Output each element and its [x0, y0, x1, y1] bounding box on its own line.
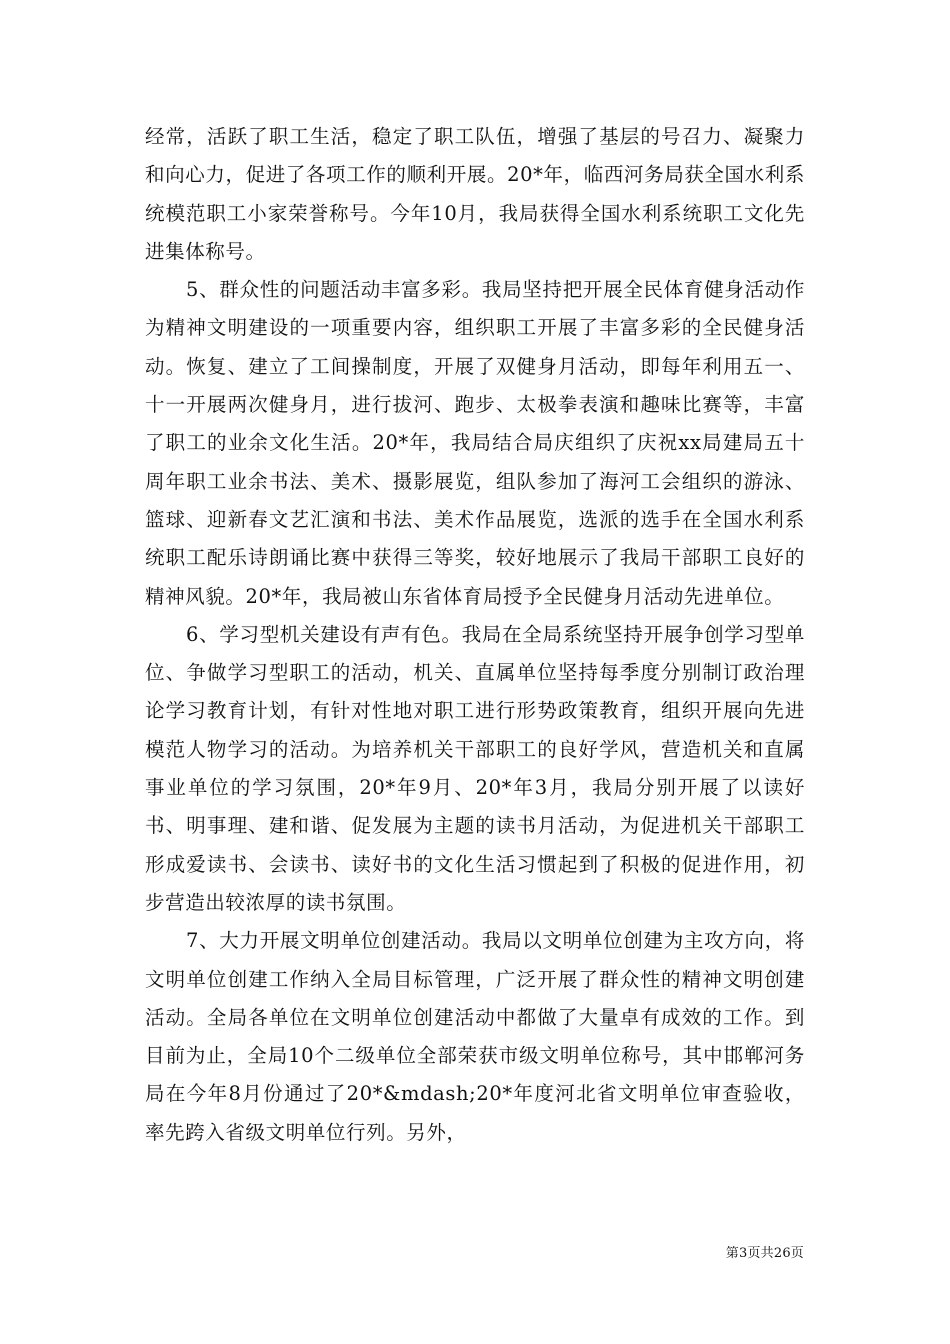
page-number-footer: 第3页共26页 — [725, 1246, 804, 1261]
paragraph-item-5: 5、群众性的问题活动丰富多彩。我局坚持把开展全民体育健身活动作为精神文明建设的一项重要内容，组织职工开展了丰富多彩的全民健身活动。恢复、建立了工间操制度，开展了双健身月活动，即每年利用五一、十一开展两次健身月，进行拔河、跑步、太极拳表演和趣味比赛等，丰富了职工的业余文化生活。20*年，我局结合局庆组织了庆祝xx局建局五十周年职工业余书法、美术、摄影展览，组队参加了海河工会组织的游泳、篮球、迎新春文艺汇演和书法、美术作品展览，选派的选手在全国水利系统职工配乐诗朗诵比赛中获得三等奖，较好地展示了我局干部职工良好的精神风貌。20*年，我局被山东省体育局授予全民健身月活动先进单位。 — [145, 278, 805, 608]
document-body — [145, 118, 805, 1152]
paragraph-continuation: 经常，活跃了职工生活，稳定了职工队伍，增强了基层的号召力、凝聚力和向心力，促进了各项工作的顺利开展。20*年，临西河务局获全国水利系统模范职工小家荣誉称号。今年10月，我局获得全国水利系统职工文化先进集体称号。 — [145, 125, 805, 263]
paragraph-item-7: 7、大力开展文明单位创建活动。我局以文明单位创建为主攻方向，将文明单位创建工作纳入全局目标管理，广泛开展了群众性的精神文明创建活动。全局各单位在文明单位创建活动中都做了大量卓有成效的工作。到目前为止，全局10个二级单位全部荣获市级文明单位称号，其中邯郸河务局在今年8月份通过了20*&mdash;20*年度河北省文明单位审查验收，率先跨入省级文明单位行列。另外， — [145, 929, 805, 1144]
paragraph-item-6: 6、学习型机关建设有声有色。我局在全局系统坚持开展争创学习型单位、争做学习型职工的活动，机关、直属单位坚持每季度分别制订政治理论学习教育计划，有针对性地对职工进行形势政策教育，组织开展向先进模范人物学习的活动。为培养机关干部职工的良好学风，营造机关和直属事业单位的学习氛围，20*年9月、20*年3月，我局分别开展了以读好书、明事理、建和谐、促发展为主题的读书月活动，为促进机关干部职工形成爱读书、会读书、读好书的文化生活习惯起到了积极的促进作用，初步营造出较浓厚的读书氛围。 — [145, 622, 805, 914]
